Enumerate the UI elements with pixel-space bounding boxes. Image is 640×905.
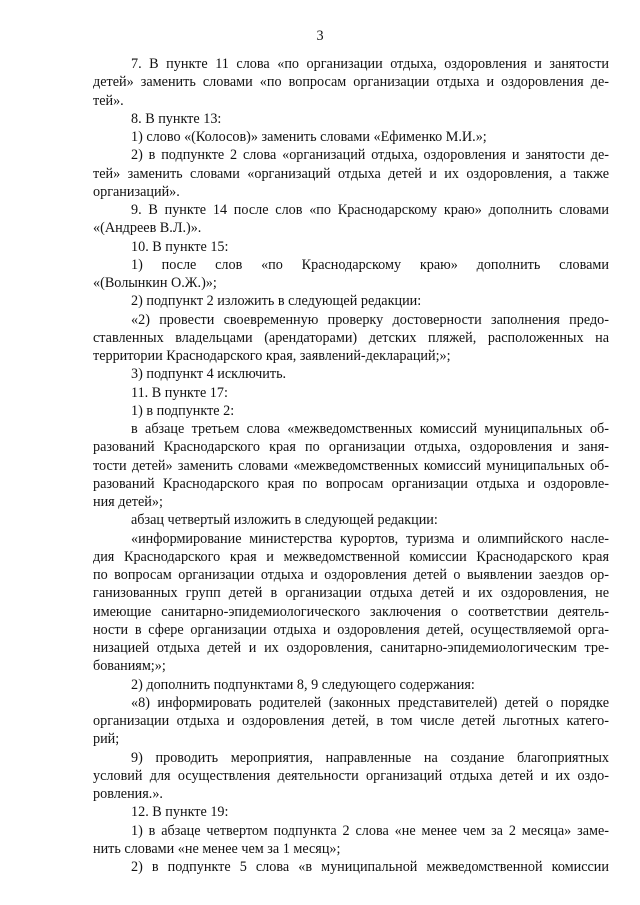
text-line: территории Краснодарского края, заявлений-деклараций;»; — [93, 348, 451, 364]
text-line: тей» заменить словами «организаций отдыха детей и их оздоровления, а также — [93, 165, 609, 182]
text-line: 2) дополнить подпунктами 8, 9 следующего содержания: — [131, 676, 475, 693]
text-line: 2) в подпункте 5 слова «в муниципальной межведомственной комиссии — [131, 859, 609, 875]
text-line: ганизованных групп детей в организации отдыха детей и их оздоровления, не — [93, 585, 609, 602]
text-line: 1) в абзаце четвертом подпункта 2 слова «не менее чем за 2 месяца» заме- — [131, 822, 609, 839]
text-line: разований Краснодарского края по вопросам организации отдыха и оздоровле- — [93, 475, 609, 492]
text-line: 10. В пункте 15: — [131, 238, 229, 255]
text-line: рий; — [93, 731, 120, 748]
text-line: тости детей» заменить словами «межведомственных комиссий муниципальных об- — [93, 457, 609, 474]
text-line: «2) провести своевременную проверку достоверности заполнения предо- — [131, 311, 609, 328]
text-line: организаций». — [93, 183, 180, 200]
text-line: 12. В пункте 19: — [131, 804, 229, 821]
text-line: «8) информировать родителей (законных представителей) детей о порядке — [131, 694, 609, 711]
text-line: ровления.». — [93, 786, 163, 802]
text-line: разований Краснодарского края по организации отдыха, оздоровления и заня- — [93, 439, 609, 456]
text-line: нить словами «не менее чем за 1 месяц»; — [93, 840, 341, 857]
text-line: ставленных владельцами (арендаторами) детских пляжей, расположенных на — [93, 329, 609, 346]
text-line: условий для осуществления деятельности организаций отдыха детей и их оздо- — [93, 767, 609, 784]
text-line: в абзаце третьем слова «межведомственных комиссий муниципальных об- — [131, 421, 609, 437]
text-line: 1) в подпункте 2: — [131, 402, 235, 419]
text-line: ния детей»; — [93, 494, 163, 510]
text-line: 7. В пункте 11 слова «по организации отдыха, оздоровления и занятости — [131, 56, 609, 72]
text-line: 2) в подпункте 2 слова «организаций отдыха, оздоровления и занятости де- — [131, 147, 609, 164]
text-line: 1) слово «(Колосов)» заменить словами «Ефименко М.И.»; — [131, 129, 487, 145]
text-line: 8. В пункте 13: — [131, 110, 222, 127]
text-line: 3) подпункт 4 исключить. — [131, 366, 287, 383]
text-line: 1) после слов «по Краснодарскому краю» дополнить словами — [131, 256, 609, 273]
text-line: «(Андреев В.Л.)». — [93, 220, 202, 237]
text-line: организации отдыха и оздоровления детей, в том числе детей льготных катего- — [93, 713, 609, 729]
text-line: по вопросам организации отдыха и оздоровления детей о выявлении заездов ор- — [93, 567, 609, 583]
text-line: «(Волынкин О.Ж.)»; — [93, 275, 217, 291]
text-line: бованиям;»; — [93, 658, 166, 675]
text-line: 11. В пункте 17: — [131, 384, 228, 401]
text-line: детей» заменить словами «по вопросам организации отдыха и оздоровления де- — [93, 74, 609, 91]
text-line: дия Краснодарского края и межведомственной комиссии Краснодарского края — [93, 548, 609, 565]
text-line: тей». — [93, 92, 124, 109]
text-line: «информирование министерства курортов, туризма и олимпийского насле- — [131, 530, 609, 547]
page-number: 3 — [316, 28, 324, 44]
text-line: ности в сфере организации отдыха и оздоровления детей, осуществляемой орга- — [93, 621, 609, 638]
text-line: 2) подпункт 2 изложить в следующей редакции: — [131, 293, 422, 310]
text-line: имеющие санитарно-эпидемиологического заключения о соответствии деятель- — [93, 603, 609, 620]
text-line: абзац четвертый изложить в следующей редакции: — [131, 512, 438, 529]
text-line: низацией отдыха детей и их оздоровления, санитарно-эпидемиологическим тре- — [93, 640, 609, 656]
text-line: 9. В пункте 14 после слов «по Краснодарскому краю» дополнить словами — [131, 202, 609, 218]
text-line: 9) проводить мероприятия, направленные на создание благоприятных — [131, 749, 609, 766]
